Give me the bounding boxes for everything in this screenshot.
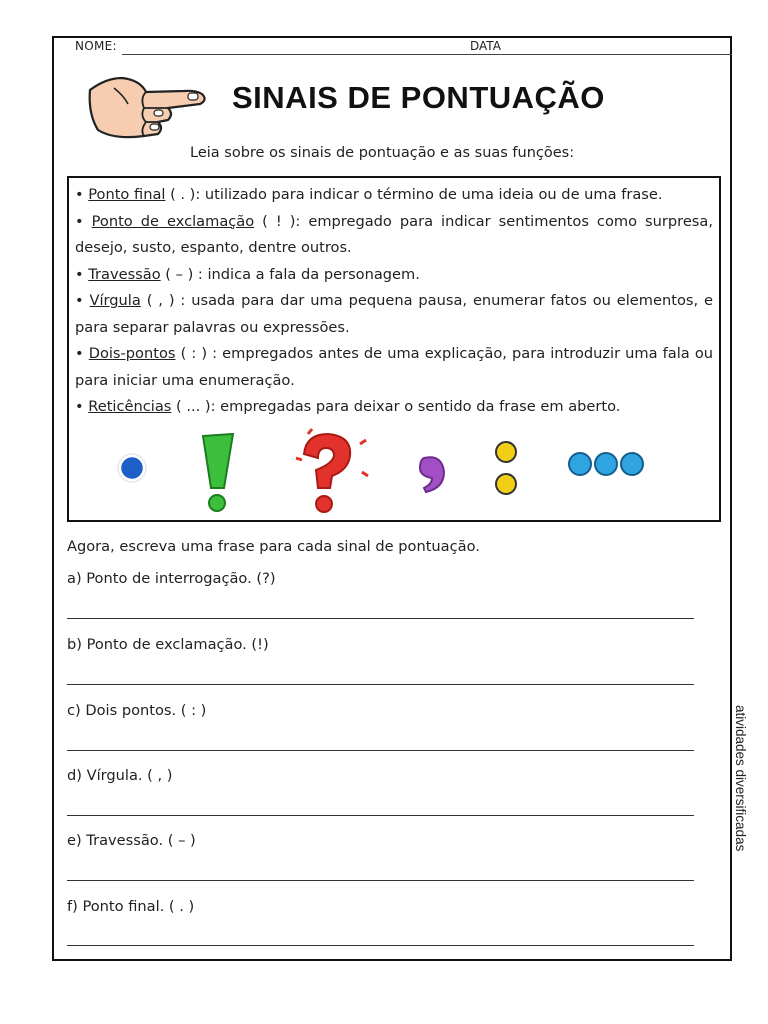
- definition-term: Vírgula: [89, 292, 141, 309]
- definition-term: Reticências: [88, 398, 172, 415]
- definition-text: ( ... ): empregadas para deixar o sentido da frase em aberto.: [171, 398, 621, 415]
- side-credit: [733, 705, 759, 865]
- exercise-instruction: Agora, escreva uma frase para cada sinal de pontuação.: [67, 538, 480, 555]
- answer-line-f[interactable]: [67, 945, 694, 946]
- definition-item: • Reticências ( ... ): empregadas para deixar o sentido da frase em aberto.: [75, 398, 621, 415]
- punctuation-illustrations: [110, 428, 680, 516]
- page-subtitle: Leia sobre os sinais de pontuação e as suas funções:: [190, 145, 575, 161]
- definition-term: Ponto final: [88, 186, 166, 203]
- page-title: SINAIS DE PONTUAÇÃO: [232, 80, 605, 115]
- definitions-list: [75, 182, 713, 421]
- answer-line-b[interactable]: [67, 684, 694, 685]
- period-icon: [118, 454, 146, 482]
- side-credit-text: atividades diversificadas: [733, 705, 748, 852]
- question-icon: [296, 429, 368, 512]
- definition-text: ( – ) : indica a fala da personagem.: [160, 265, 420, 283]
- question-e: e) Travessão. ( – ): [67, 832, 196, 849]
- definition-text: ( : ) : empregados antes de uma explicação, para introduzir uma fala ou para iniciar uma enumeração.: [75, 345, 714, 389]
- definition-item: • Vírgula ( , ) : usada para dar uma pequena pausa, enumerar fatos ou elementos, e para separar palavras ou expressões.: [75, 292, 713, 336]
- definition-term: Dois-pontos: [88, 345, 176, 362]
- question-d: d) Vírgula. ( , ): [67, 767, 173, 784]
- definition-item: • Travessão ( – ) : indica a fala da personagem.: [75, 265, 420, 283]
- comma-icon: [420, 457, 444, 492]
- name-label: NOME:: [75, 39, 117, 53]
- definition-text: ( ! ): empregado para indicar sentimentos como surpresa, desejo, susto, espanto, dentre outros.: [75, 212, 713, 256]
- header-line: [122, 54, 732, 55]
- question-a: a) Ponto de interrogação. (?): [67, 570, 276, 587]
- answer-line-d[interactable]: [67, 815, 694, 816]
- question-c: c) Dois pontos. ( : ): [67, 702, 207, 719]
- definition-item: • Dois-pontos ( : ) : empregados antes de uma explicação, para introduzir uma fala ou para iniciar uma enumeração.: [75, 345, 714, 389]
- question-f: f) Ponto final. ( . ): [67, 898, 195, 915]
- answer-line-a[interactable]: [67, 618, 694, 619]
- definition-item: • Ponto final ( . ): utilizado para indicar o término de uma ideia ou de uma frase.: [75, 186, 663, 203]
- pointing-hand-icon: [84, 74, 208, 142]
- answer-line-e[interactable]: [67, 880, 694, 881]
- ellipsis-icon: [569, 453, 643, 475]
- question-b: b) Ponto de exclamação. (!): [67, 636, 269, 653]
- answer-line-c[interactable]: [67, 750, 694, 751]
- definition-term: Travessão: [88, 265, 161, 283]
- definition-text: ( , ) : usada para dar uma pequena pausa, enumerar fatos ou elementos, e para separar palavras ou expressões.: [75, 292, 713, 336]
- colon-icon: [496, 442, 516, 494]
- date-label: DATA: [470, 39, 501, 53]
- exclamation-icon: [203, 434, 233, 511]
- definition-term: Ponto de exclamação: [91, 212, 255, 230]
- definition-text: ( . ): utilizado para indicar o término de uma ideia ou de uma frase.: [165, 186, 663, 203]
- definition-item: • Ponto de exclamação ( ! ): empregado para indicar sentimentos como surpresa, desejo, susto, espanto, dentre outros.: [75, 212, 713, 256]
